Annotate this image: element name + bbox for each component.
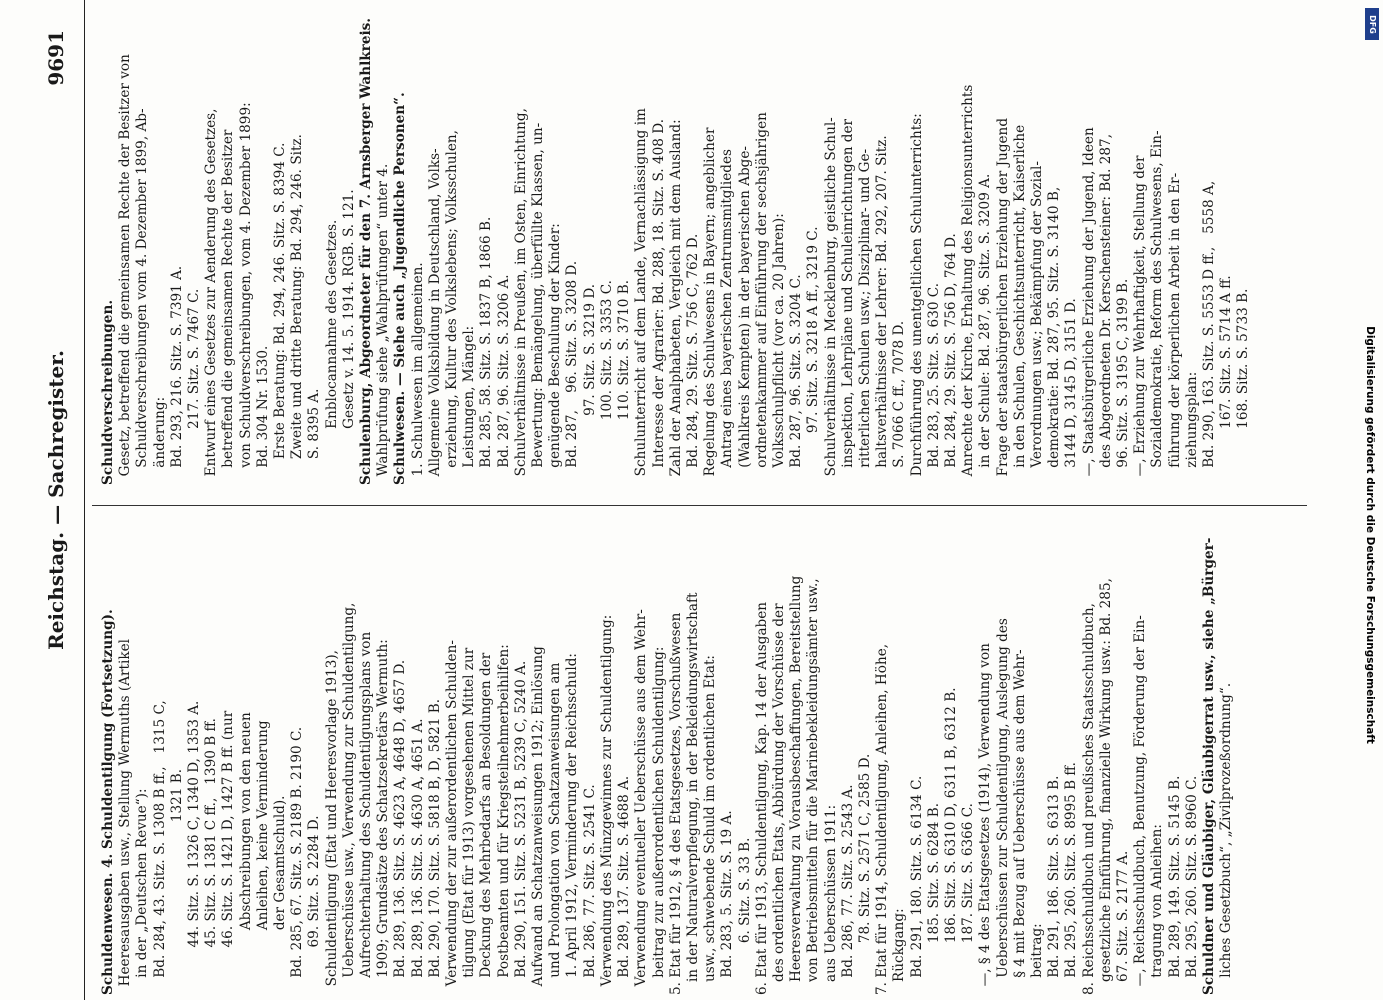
- digitization-credit: [1363, 140, 1377, 930]
- index-entry-line: beitrag:: [1028, 923, 1045, 995]
- index-entry-line: Postbeamten und für Kriegsteilnehmerbeihilfen:: [495, 644, 512, 995]
- index-entry-line: Bd. 290, 151. Sitz. S. 5231 B, 5239 C, 5240 A.: [512, 660, 529, 995]
- index-entry-line: Bd. 291, 186. Sitz. S. 6313 B.: [1046, 775, 1063, 995]
- index-entry-line: Abschreibungen von den neuen: [237, 712, 254, 995]
- index-entry-line: ordnetenkammer auf Einführung der sechsjährigen: [753, 112, 770, 485]
- index-entry-line: 67. Sitz. S. 2177 A.: [1114, 850, 1131, 995]
- index-entry-line: 1909; Grundsätze des Schatzsekretärs Wermuth:: [375, 639, 392, 995]
- index-entry-line: Schulverhältnisse in Preußen, im Osten, Einrichtung,: [512, 108, 529, 485]
- index-entry-line: S. 7066 C ff., 7078 D.: [891, 320, 908, 485]
- index-entry-line: Heeresverwaltung zu Vorausbeschaffungen, Bereitstellung: [788, 575, 805, 995]
- dfg-logo: [1365, 8, 1379, 40]
- index-entry-line: 69. Sitz. S. 2284 D.: [306, 815, 323, 995]
- index-entry-line: Verwendung eventueller Ueberschüsse aus dem Wehr-: [633, 609, 650, 995]
- index-entry-line: Bd. 290, 170. Sitz. S. 5818 B, D, 5821 B.: [426, 698, 443, 995]
- index-entry-line: 5. Etat für 1912, § 4 des Etatsgesetzes, Vorschußwesen: [667, 612, 684, 995]
- index-entry-line: Rückgang:: [891, 908, 908, 995]
- index-entry-line: Gesetz, betreffend die gemeinsamen Rechte der Besitzer von: [117, 54, 134, 485]
- index-entry-line: von Schuldverschreibungen, vom 4. Dezember 1899:: [237, 102, 254, 485]
- index-entry-line: Bd. 285, 67. Sitz. S. 2189 B. 2190 C.: [289, 726, 306, 995]
- index-entry-line: in der Naturalverpflegung, in der Bekleidungswirtschaft: [684, 592, 701, 995]
- index-entry-line: Bewertung: Bemängelung, überfüllte Klassen, un-: [530, 122, 547, 485]
- column-divider: [92, 505, 1307, 506]
- index-entry-line: Bd. 289, 149. Sitz. S. 5145 B.: [1166, 775, 1183, 995]
- index-entry-line: Allgemeine Volksbildung in Deutschland, Volks-: [426, 148, 443, 485]
- index-entry-line: Bd. 285, 58. Sitz. S. 1837 B, 1866 B.: [478, 216, 495, 485]
- index-entry-line: des Abgeordneten Dr. Kerschensteiner: Bd. 287,: [1097, 133, 1114, 485]
- index-entry-line: Anleihen, keine Verminderung: [254, 720, 271, 995]
- index-entry-line: Ueberschüssen zur Schuldentilgung, Auslegung des: [994, 618, 1011, 995]
- index-entry-line: 1321 B.: [168, 768, 185, 995]
- index-entry-line: 1. Schulwesen im allgemeinen.: [409, 262, 426, 485]
- page-number: 9691: [44, 30, 68, 86]
- index-entry-line: betreffend die gemeinsamen Rechte der Besitzer: [220, 129, 237, 485]
- index-entry-line: des ordentlichen Etats, Abbürdung der Vorschüsse der: [770, 603, 787, 995]
- index-entry-line: beitrag zur außerordentlichen Schuldentilgung:: [650, 646, 667, 995]
- index-entry-line: Gesetz v. 14. 5. 1914. RGB. S. 121.: [340, 189, 357, 485]
- index-entry-line: Erste Beratung: Bd. 294, 246. Sitz. S. 8394 C.: [272, 142, 289, 485]
- index-entry-line: genügende Beschulung der Kinder:: [547, 223, 564, 485]
- index-entry-line: —, § 4 des Etatsgesetzes (1914), Verwendung von: [977, 643, 994, 995]
- index-entry-line: demokratie: Bd. 287, 95. Sitz. S. 3140 B,: [1046, 186, 1063, 485]
- index-entry-line: Aufwand an Schatzanweisungen 1912; Einlösung: [530, 646, 547, 995]
- index-heading: Schuldner und Gläubiger, Gläubigerrat usw., siehe „Bürger-: [1201, 537, 1217, 995]
- index-entry-line: liches Gesetzbuch“, „Zivilprozeßordnung“.: [1218, 682, 1235, 995]
- index-entry-line: inspektion, Lehrpläne und Schuleinrichtungen der: [839, 118, 856, 485]
- index-entry-line: Schulunterricht auf dem Lande, Vernachlässigung im: [633, 108, 650, 485]
- index-entry-line: Bd. 287, 96. Sitz. S. 3204 C.: [788, 274, 805, 485]
- index-entry-line: 97. Sitz. S. 3218 A ff., 3219 C.: [805, 226, 822, 485]
- index-entry-line: 110. Sitz. S. 3710 B.: [616, 279, 633, 485]
- index-heading: Schuldverschreibungen.: [100, 299, 116, 485]
- index-entry-line: 185. Sitz. S. 6284 B.: [925, 802, 942, 995]
- index-entry-line: Schulverhältnisse in Mecklenburg, geistliche Schul-: [822, 117, 839, 485]
- index-entry-line: Bd. 289, 136. Sitz. S. 4630 A, 4651 A.: [409, 718, 426, 995]
- index-heading: Schulwesen. — Siehe auch „Jugendliche Personen“.: [392, 92, 409, 485]
- index-heading: Schuldenwesen. 4. Schuldentilgung (Fortsetzung).: [100, 609, 116, 995]
- index-entry-line: 6. Etat für 1913, Schuldentilgung, Kap. 14 der Ausgaben: [753, 601, 770, 995]
- index-entry-line: Frage der staatsbürgerlichen Erziehung der Jugend: [994, 117, 1011, 485]
- index-entry-line: haltsverhältnisse der Lehrer: Bd. 292, 207. Sitz.: [874, 135, 891, 485]
- index-entry-line: der Gesamtschuld).: [272, 795, 289, 995]
- index-entry-line: —, Staatsbürgerliche Erziehung der Jugend, Ideen: [1080, 127, 1097, 485]
- index-entry-line: aus Ueberschüssen 1911:: [822, 804, 839, 995]
- index-entry-line: Entwurf eines Gesetzes zur Aenderung des Gesetzes,: [203, 108, 220, 485]
- index-entry-line: Enblocannahme des Gesetzes.: [323, 219, 340, 485]
- index-entry-line: 45. Sitz. S. 1381 C ff., 1390 B ff.: [203, 717, 220, 995]
- index-entry-line: Schuldverschreibungen vom 4. Dezember 1899, Ab-: [134, 108, 151, 485]
- index-entry-line: Wahlprüfung siehe „Wahlprüfungen“ unter 4.: [375, 163, 392, 485]
- index-entry-line: Deckung des Mehrbedarfs an Besoldungen der: [478, 652, 495, 995]
- index-entry-line: Bd. 287, 96. Sitz. S. 3208 D.: [564, 260, 581, 485]
- index-entry-line: Bd. 283, 25. Sitz. S. 630 C.: [925, 282, 942, 485]
- credit-text: Digitalisierung gefördert durch die Deutsche Forschungsgemeinschaft: [1364, 326, 1376, 744]
- index-entry-line: Bd. 289, 137. Sitz. S. 4688 A.: [616, 775, 633, 995]
- index-entry-line: 167. Sitz. S. 5714 A ff.: [1218, 275, 1235, 485]
- index-entry-line: 100. Sitz. S. 3353 C.: [598, 280, 615, 485]
- index-entry-line: Sozialdemokratie, Reform des Schulwesens, Ein-: [1149, 130, 1166, 485]
- index-entry-line: Anrechte der Kirche, Erhaltung des Religionsunterrichts: [960, 84, 977, 485]
- index-entry-line: Bd. 293, 216. Sitz. S. 7391 A.: [168, 265, 185, 485]
- index-entry-line: Volksschulpflicht (vor ca. 20 Jahren):: [770, 213, 787, 485]
- index-entry-line: Schuldentilgung (Etat und Heeresvorlage 1913),: [323, 650, 340, 995]
- right-column: [100, 15, 1300, 485]
- index-entry-line: in den Schulen, Geschichtsunterricht, Kaiserliche: [1011, 124, 1028, 485]
- index-entry-line: Durchführung des unentgeltlichen Schulunterrichts:: [908, 113, 925, 485]
- index-entry-line: Bd. 284, 29. Sitz. S. 756 C, 762 D.: [684, 233, 701, 485]
- index-entry-line: Interesse der Agrarier: Bd. 288, 18. Sitz. S. 408 D.: [650, 118, 667, 485]
- index-entry-line: von Betriebsmitteln für die Marinebekleidungsämter usw.,: [805, 578, 822, 995]
- index-entry-line: Bd. 295, 260. Sitz. S. 8995 B ff.: [1063, 762, 1080, 995]
- index-entry-line: 168. Sitz. S. 5733 B.: [1235, 288, 1252, 485]
- index-entry-line: (Wahlkreis Kempten) in der bayerischen Abge-: [736, 145, 753, 485]
- index-entry-line: 7. Etat für 1914, Schuldentilgung, Anleihen, Höhe,: [874, 643, 891, 995]
- index-entry-line: erziehung, Kultur des Volkslebens; Volksschulen,: [444, 130, 461, 485]
- index-entry-line: Bd. 295, 260. Sitz. S. 8960 C.: [1183, 775, 1200, 995]
- index-entry-line: Regelung des Schulwesens in Bayern; angeblicher: [702, 127, 719, 485]
- index-entry-line: Aufrechterhaltung des Schuldentilgungsplans von: [358, 631, 375, 995]
- header-title: Reichstag. — Sachregister.: [44, 350, 68, 650]
- index-entry-line: und Prolongation von Schatzanweisungen am: [547, 662, 564, 995]
- index-entry-line: 8. Reichsschuldbuch und preußisches Staatsschuldbuch,: [1080, 603, 1097, 995]
- index-entry-line: 78. Sitz. S. 2571 C, 2585 D.: [856, 753, 873, 995]
- rotated-page-content: [30, 0, 1320, 1000]
- index-entry-line: 44. Sitz. S. 1326 C, 1340 D, 1353 A.: [186, 700, 203, 995]
- index-entry-line: ziehungsplan:: [1183, 371, 1200, 485]
- index-entry-line: —, Reichsschuldbuch, Benutzung, Förderung der Ein-: [1132, 615, 1149, 995]
- index-entry-line: Bd. 287, 96. Sitz. S. 3206 A.: [495, 274, 512, 485]
- index-entry-line: Verwendung der zur außerordentlichen Schulden-: [444, 640, 461, 995]
- index-entry-line: in der „Deutschen Revue“):: [134, 788, 151, 995]
- index-entry-line: Bd. 286, 77. Sitz. S. 2543 A.: [839, 784, 856, 995]
- index-entry-line: führung der körperlichen Arbeit in den Er-: [1166, 172, 1183, 485]
- index-entry-line: Antrag eines bayerischen Zentrumsmitgliedes: [719, 149, 736, 485]
- index-entry-line: Zahl der Analphabeten, Vergleich mit dem Ausland:: [667, 119, 684, 485]
- index-entry-line: Ueberschüsse usw., Verwendung zur Schuldentilgung,: [340, 602, 357, 995]
- index-entry-line: 1. April 1912, Verminderung der Reichsschuld:: [564, 653, 581, 995]
- index-entry-line: —, Erziehung zur Wehrhaftigkeit, Stellung der: [1132, 155, 1149, 485]
- index-entry-line: 3144 D, 3145 D, 3151 D.: [1063, 298, 1080, 485]
- index-entry-line: tilgung (Etat für 1913) vorgesehenen Mittel zur: [461, 647, 478, 995]
- index-entry-line: Verwendung des Münzgewinnes zur Schuldentilgung:: [598, 614, 615, 995]
- index-entry-line: Bd. 290, 163. Sitz. S. 5553 D ff., 5558 A,: [1201, 180, 1217, 485]
- index-entry-line: Bd. 286, 77. Sitz. S. 2541 C.: [581, 784, 598, 995]
- index-entry-line: Bd. 289, 136. Sitz. S. 4623 A, 4648 D, 4657 D.: [392, 659, 409, 995]
- index-entry-line: usw., schwebende Schuld im ordentlichen Etat:: [702, 654, 719, 995]
- index-entry-line: Bd. 304 Nr. 1530.: [254, 345, 271, 485]
- index-entry-line: § 4 mit Bezug auf Ueberschüsse aus dem Wehr-: [1011, 649, 1028, 995]
- index-entry-line: 6. Sitz. S. 33 B.: [736, 837, 753, 995]
- index-entry-line: Verordnungen usw.; Bekämpfung der Sozial-: [1028, 161, 1045, 485]
- index-entry-line: Leistungen, Mängel:: [461, 325, 478, 485]
- left-column: [100, 525, 1300, 995]
- index-entry-line: Bd. 283, 5. Sitz. S. 19 A.: [719, 810, 736, 995]
- index-entry-line: Heeresausgaben usw., Stellung Wermuths (Artikel: [117, 639, 134, 995]
- page-header: [38, 0, 78, 1000]
- index-entry-line: 186. Sitz. S. 6310 D, 6311 B, 6312 B.: [942, 687, 959, 995]
- index-entry-line: S. 8395 A.: [306, 388, 323, 485]
- index-entry-line: in der Schule: Bd. 287, 96. Sitz. S. 3209 A.: [977, 173, 994, 485]
- index-entry-line: tragung von Anleihen:: [1149, 824, 1166, 995]
- index-entry-line: 46. Sitz. S. 1421 D, 1427 B ff. (nur: [220, 710, 237, 995]
- index-entry-line: Bd. 284, 29. Sitz. S. 756 D, 764 D.: [942, 233, 959, 485]
- index-entry-line: gesetzliche Einführung, finanzielle Wirkung usw.: Bd. 285,: [1097, 578, 1114, 995]
- index-entry-line: änderung:: [151, 396, 168, 485]
- index-entry-line: Bd. 291, 180. Sitz. S. 6134 C.: [908, 775, 925, 995]
- index-entry-line: ritterlichen Schulen usw.; Disziplinar- und Ge-: [856, 148, 873, 485]
- index-entry-line: 97. Sitz. S. 3219 D.: [581, 283, 598, 485]
- index-entry-line: Zweite und dritte Beratung: Bd. 294, 246. Sitz.: [289, 134, 306, 485]
- index-entry-line: 217. Sitz. S. 7467 C.: [186, 288, 203, 485]
- dfg-logo-text: DFG: [1367, 14, 1377, 34]
- index-entry-line: Bd. 284, 43. Sitz. S. 1308 B ff., 1315 C,: [151, 700, 168, 995]
- index-heading: Schulenburg, Abgeordneter für den 7. Arnsberger Wahlkreis.: [358, 17, 375, 485]
- index-entry-line: 96. Sitz. S. 3195 C, 3199 B.: [1114, 278, 1131, 485]
- header-rule: [84, 0, 85, 1000]
- index-entry-line: 187. Sitz. S. 6366 C.: [960, 803, 977, 995]
